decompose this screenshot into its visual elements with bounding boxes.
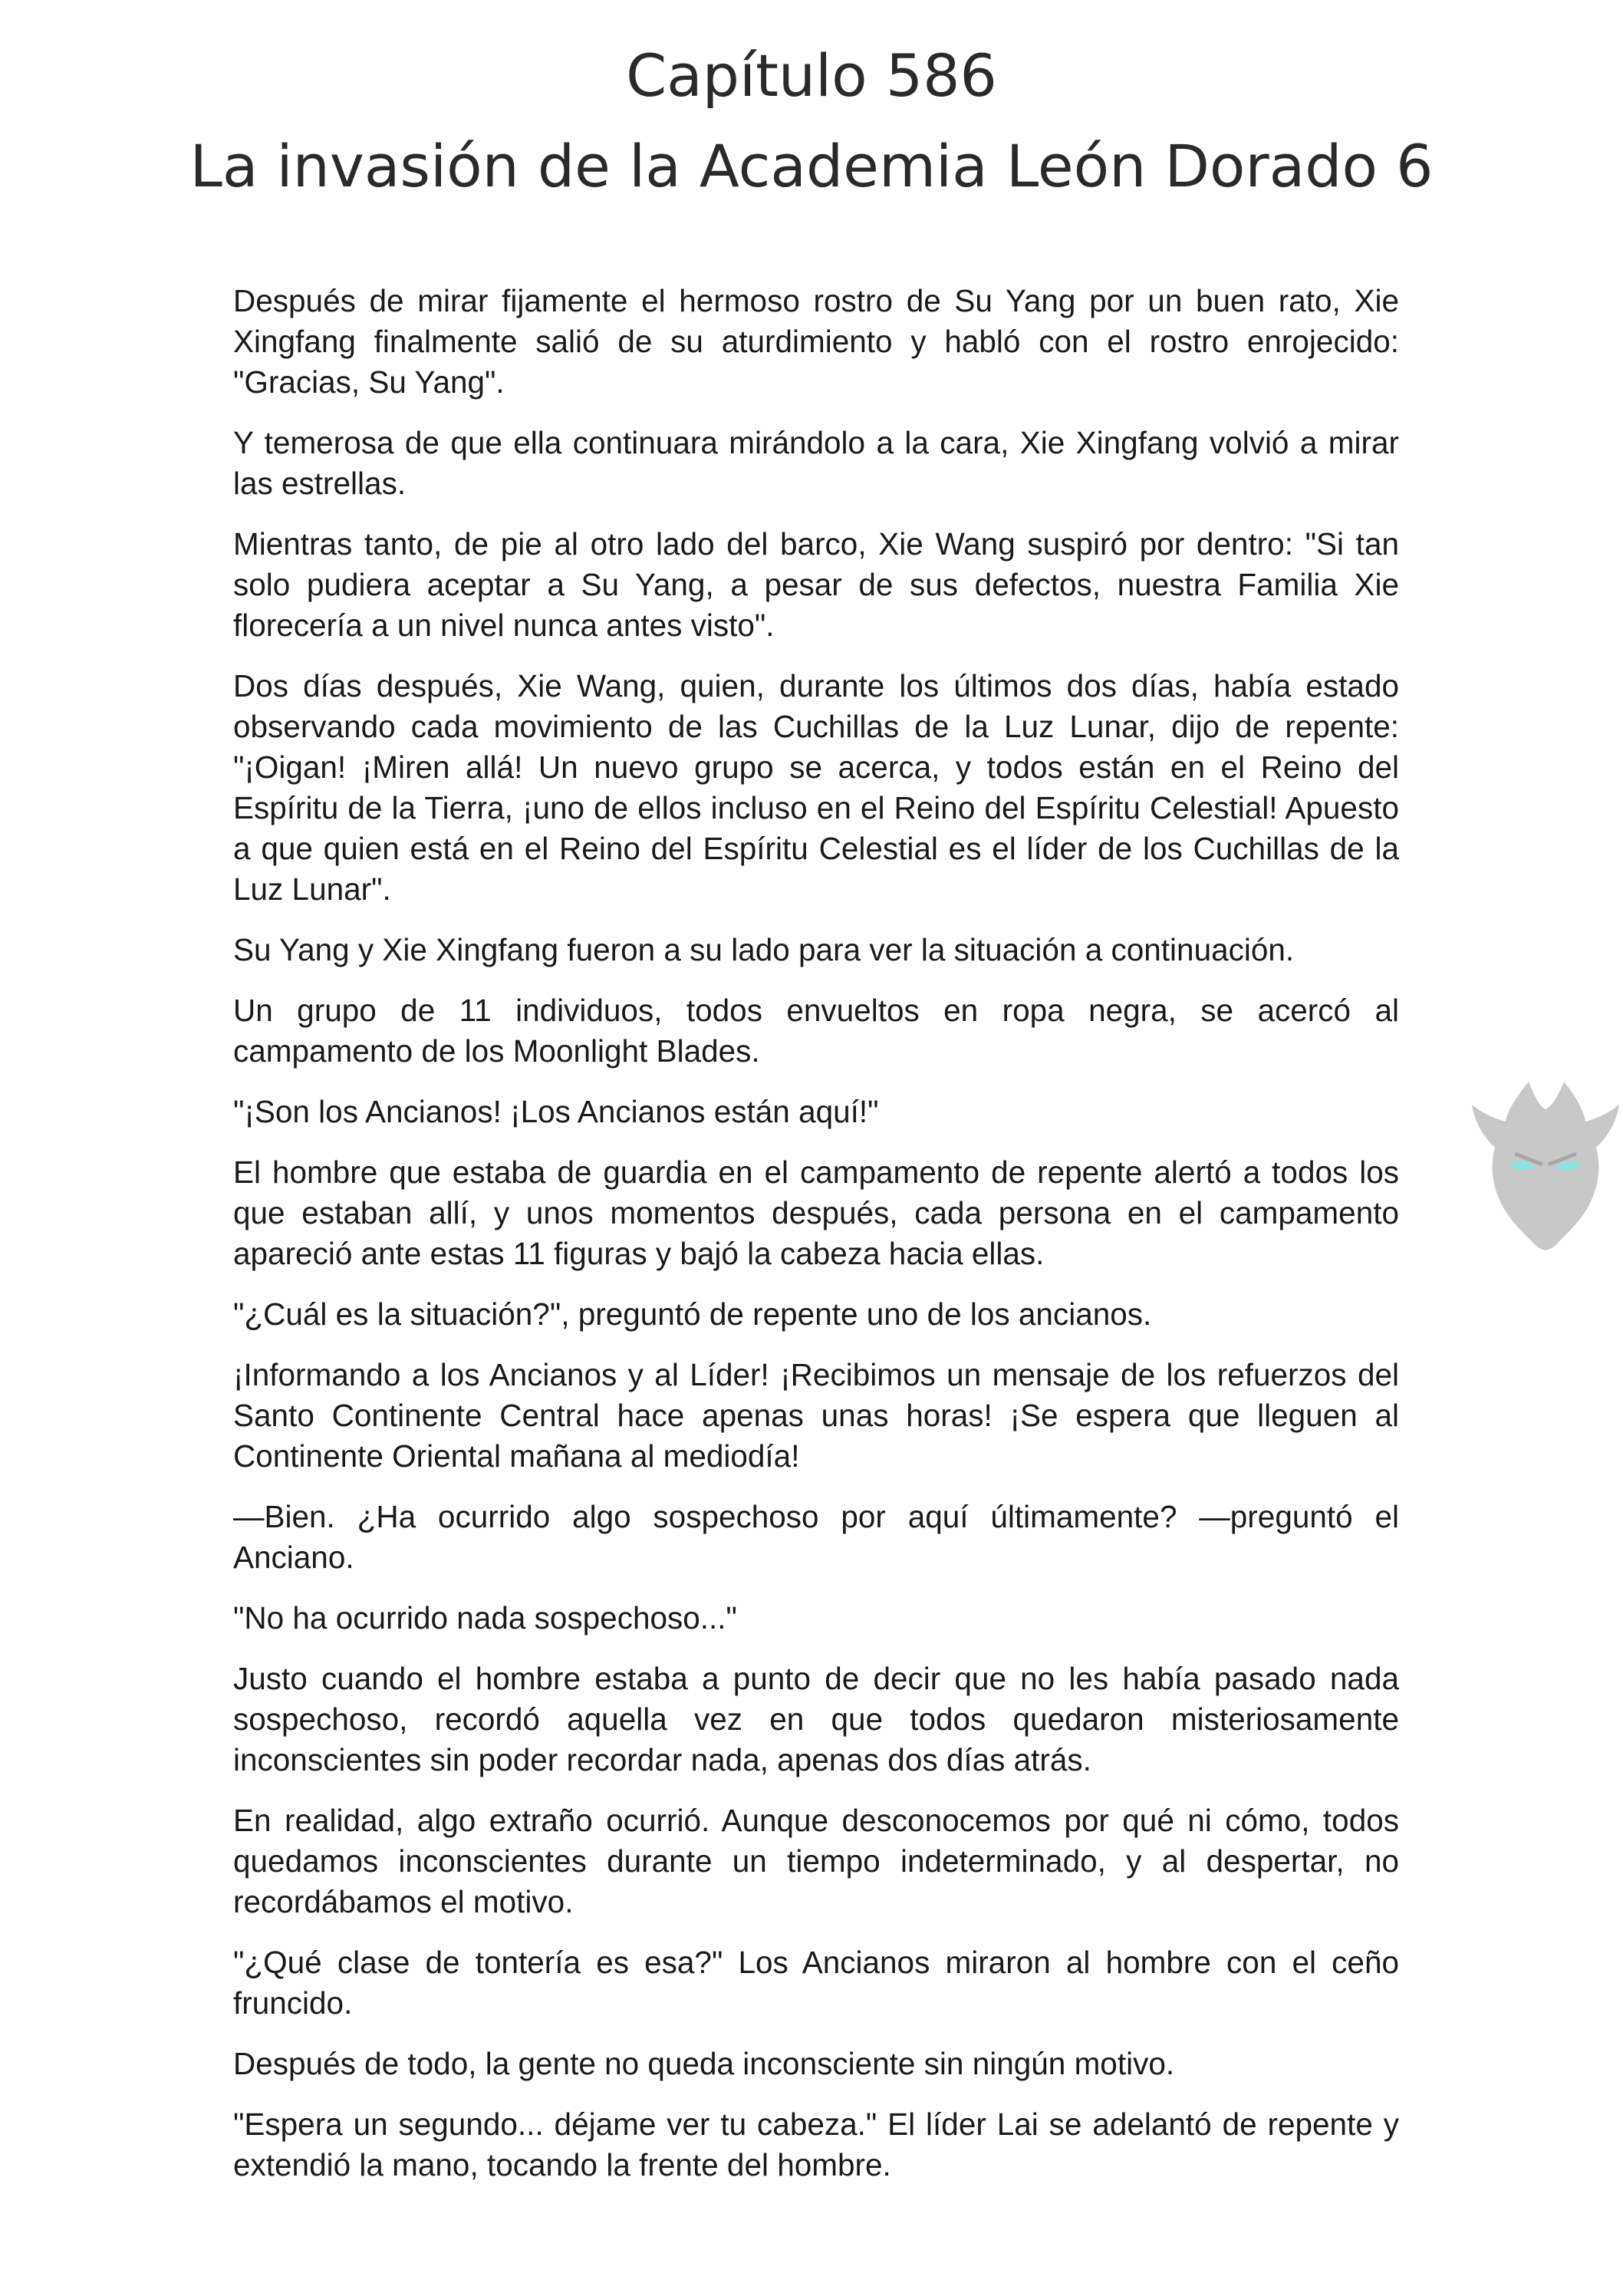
- paragraph: Un grupo de 11 individuos, todos envueltos en ropa negra, se acercó al campamento de los Moonlight Blades.: [233, 993, 1399, 1069]
- paragraph: "¡Son los Ancianos! ¡Los Ancianos están aquí!": [233, 1094, 879, 1129]
- paragraph: "Espera un segundo... déjame ver tu cabeza." El líder Lai se adelantó de repente y extendió la mano, tocando la frente del hombre.: [233, 2107, 1399, 2182]
- paragraph: Después de todo, la gente no queda inconsciente sin ningún motivo.: [233, 2046, 1175, 2081]
- chapter-header: [0, 31, 1623, 212]
- paragraph: Dos días después, Xie Wang, quien, durante los últimos dos días, había estado observando cada movimiento de las Cuchillas de la Luz Lunar, dijo de repente: "¡Oigan! ¡Miren allá! Un nuevo grupo se acerca, y todos están en el Reino del Espíritu de la Tierra, ¡uno de ellos incluso en el Reino del Espíritu Celestial! Apuesto a que quien está en el Reino del Espíritu Celestial es el líder de los Cuchillas de la Luz Lunar".: [233, 668, 1399, 907]
- chapter-body: [233, 281, 1399, 2205]
- chapter-title: La invasión de la Academia León Dorado 6: [189, 132, 1434, 200]
- paragraph: ¡Informando a los Ancianos y al Líder! ¡Recibimos un mensaje de los refuerzos del Santo Continente Central hace apenas unas horas! ¡Se espera que lleguen al Continente Oriental mañana al mediodía!: [233, 1357, 1399, 1474]
- paragraph: Después de mirar fijamente el hermoso rostro de Su Yang por un buen rato, Xie Xingfang finalmente salió de su aturdimiento y habló con el rostro enrojecido: "Gracias, Su Yang".: [233, 283, 1399, 400]
- paragraph: En realidad, algo extraño ocurrió. Aunque desconocemos por qué ni cómo, todos quedamos inconscientes durante un tiempo indeterminado, y al despertar, no recordábamos el motivo.: [233, 1803, 1399, 1919]
- paragraph: Su Yang y Xie Xingfang fueron a su lado para ver la situación a continuación.: [233, 932, 1295, 967]
- paragraph: El hombre que estaba de guardia en el campamento de repente alertó a todos los que estaban allí, y unos momentos después, cada persona en el campamento apareció ante estas 11 figuras y bajó la cabeza hacia ellas.: [233, 1155, 1399, 1271]
- demon-head-icon: [1469, 1074, 1622, 1250]
- paragraph: Mientras tanto, de pie al otro lado del barco, Xie Wang suspiró por dentro: "Si tan solo pudiera aceptar a Su Yang, a pesar de sus defectos, nuestra Familia Xie florecería a un nivel nunca antes visto".: [233, 526, 1399, 643]
- paragraph: Y temerosa de que ella continuara mirándolo a la cara, Xie Xingfang volvió a mirar las estrellas.: [233, 425, 1399, 501]
- paragraph: "No ha ocurrido nada sospechoso...": [233, 1600, 737, 1636]
- paragraph: "¿Qué clase de tontería es esa?" Los Ancianos miraron al hombre con el ceño fruncido.: [233, 1945, 1399, 2021]
- chapter-number: Capítulo 586: [626, 41, 997, 110]
- paragraph: "¿Cuál es la situación?", preguntó de repente uno de los ancianos.: [233, 1296, 1152, 1332]
- paragraph: Justo cuando el hombre estaba a punto de decir que no les había pasado nada sospechoso, recordó aquella vez en que todos quedaron misteriosamente inconscientes sin poder recordar nada, apenas dos días atrás.: [233, 1661, 1399, 1777]
- watermark-head-shape: [1472, 1082, 1619, 1250]
- paragraph: —Bien. ¿Ha ocurrido algo sospechoso por aquí últimamente? —preguntó el Anciano.: [233, 1499, 1399, 1575]
